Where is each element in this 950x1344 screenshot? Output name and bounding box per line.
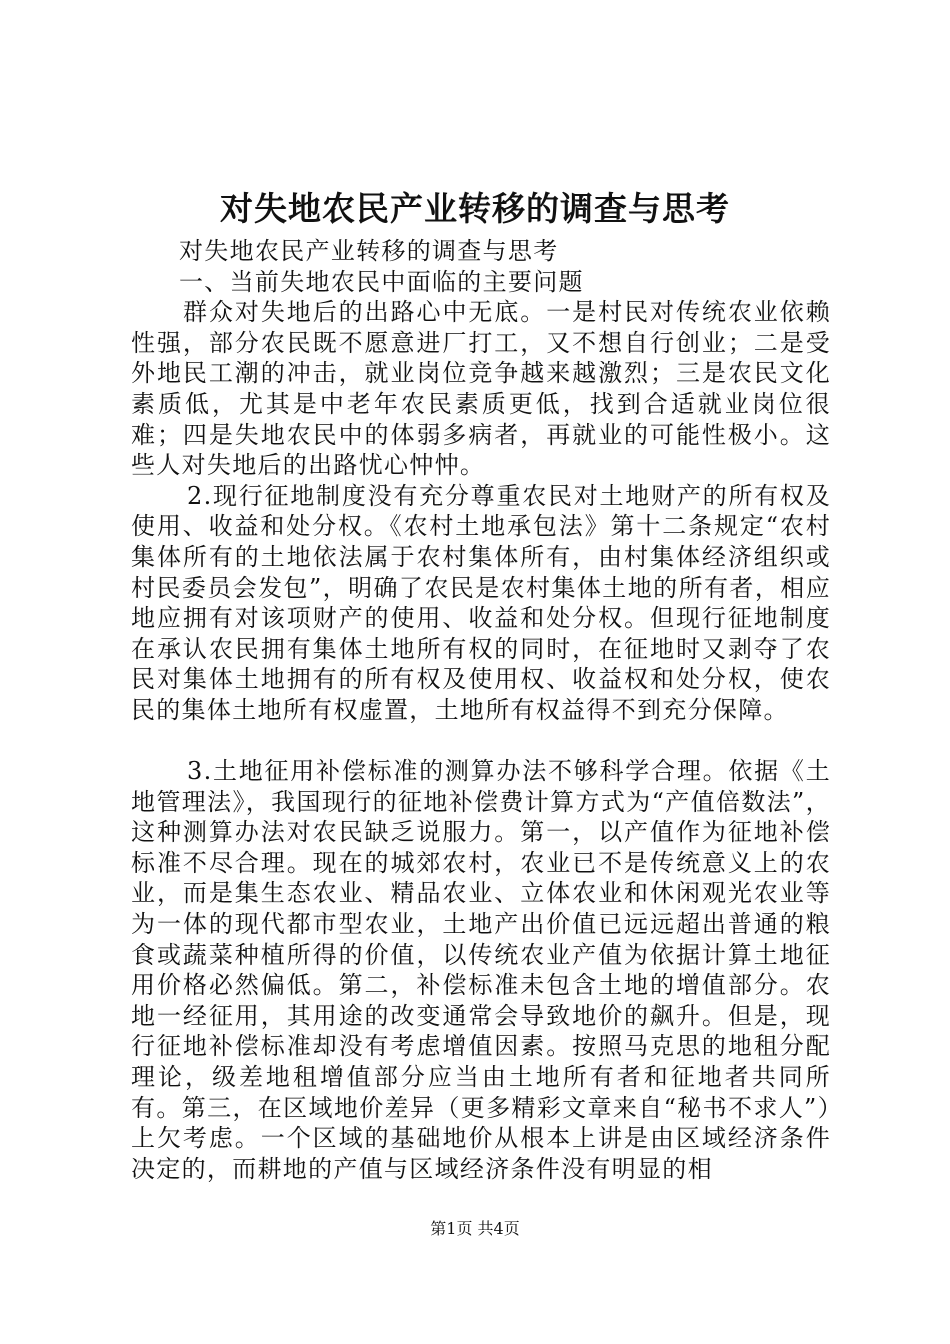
document-title: 对失地农民产业转移的调查与思考 — [220, 189, 730, 228]
paragraph-spacer — [131, 726, 831, 757]
page-number: 第1页 共4页 — [430, 1219, 520, 1238]
body-paragraph: 2.现行征地制度没有充分尊重农民对土地财产的所有权及使用、收益和处分权。《农村土地承包法》第十二条规定“农村集体所有的土地依法属于农村集体所有，由村集体经济组织或村民委员会发包”，明确了农民是农村集体土地的所有者，相应地应拥有对该项财产的使用、收益和处分权。但现行征地制度在承认农民拥有集体土地所有权的同时，在征地时又剥夺了农民对集体土地拥有的所有权及使用权、收益权和处分权，使农民的集体土地所有权虚置，土地所有权益得不到充分保障。 — [131, 481, 831, 724]
section-heading: 一、当前失地农民中面临的主要问题 — [179, 267, 584, 296]
document-body — [131, 236, 831, 1184]
body-paragraph: 3.土地征用补偿标准的测算办法不够科学合理。依据《土地管理法》，我国现行的征地补偿费计算方式为“产值倍数法”，这种测算办法对农民缺乏说服力。第一，以产值作为征地补偿标准不尽合理。现在的城郊农村，农业已不是传统意义上的农业，而是集生态农业、精品农业、立体农业和休闲观光农业等为一体的现代都市型农业，土地产出价值已远远超出普通的粮食或蔬菜种植所得的价值，以传统农业产值为依据计算土地征用价格必然偏低。第二，补偿标准未包含土地的增值部分。农地一经征用，其用途的改变通常会导致地价的飙升。但是，现行征地补偿标准却没有考虑增值因素。按照马克思的地租分配理论，级差地租增值部分应当由土地所有者和征地者共同所有。第三，在区域地价差异（更多精彩文章来自“秘书不求人”）上欠考虑。一个区域的基础地价从根本上讲是由区域经济条件决定的，而耕地的产值与区域经济条件没有明显的相 — [131, 757, 831, 1183]
body-paragraph: 群众对失地后的出路心中无底。一是村民对传统农业依赖性强，部分农民既不愿意进厂打工，又不想自行创业；二是受外地民工潮的冲击，就业岗位竞争越来越激烈；三是农民文化素质低，尤其是中老年农民素质更低，找到合适就业岗位很难；四是失地农民中的体弱多病者，再就业的可能性极小。这些人对失地后的出路忧心忡忡。 — [131, 298, 831, 480]
subtitle-paragraph: 对失地农民产业转移的调查与思考 — [179, 237, 559, 265]
